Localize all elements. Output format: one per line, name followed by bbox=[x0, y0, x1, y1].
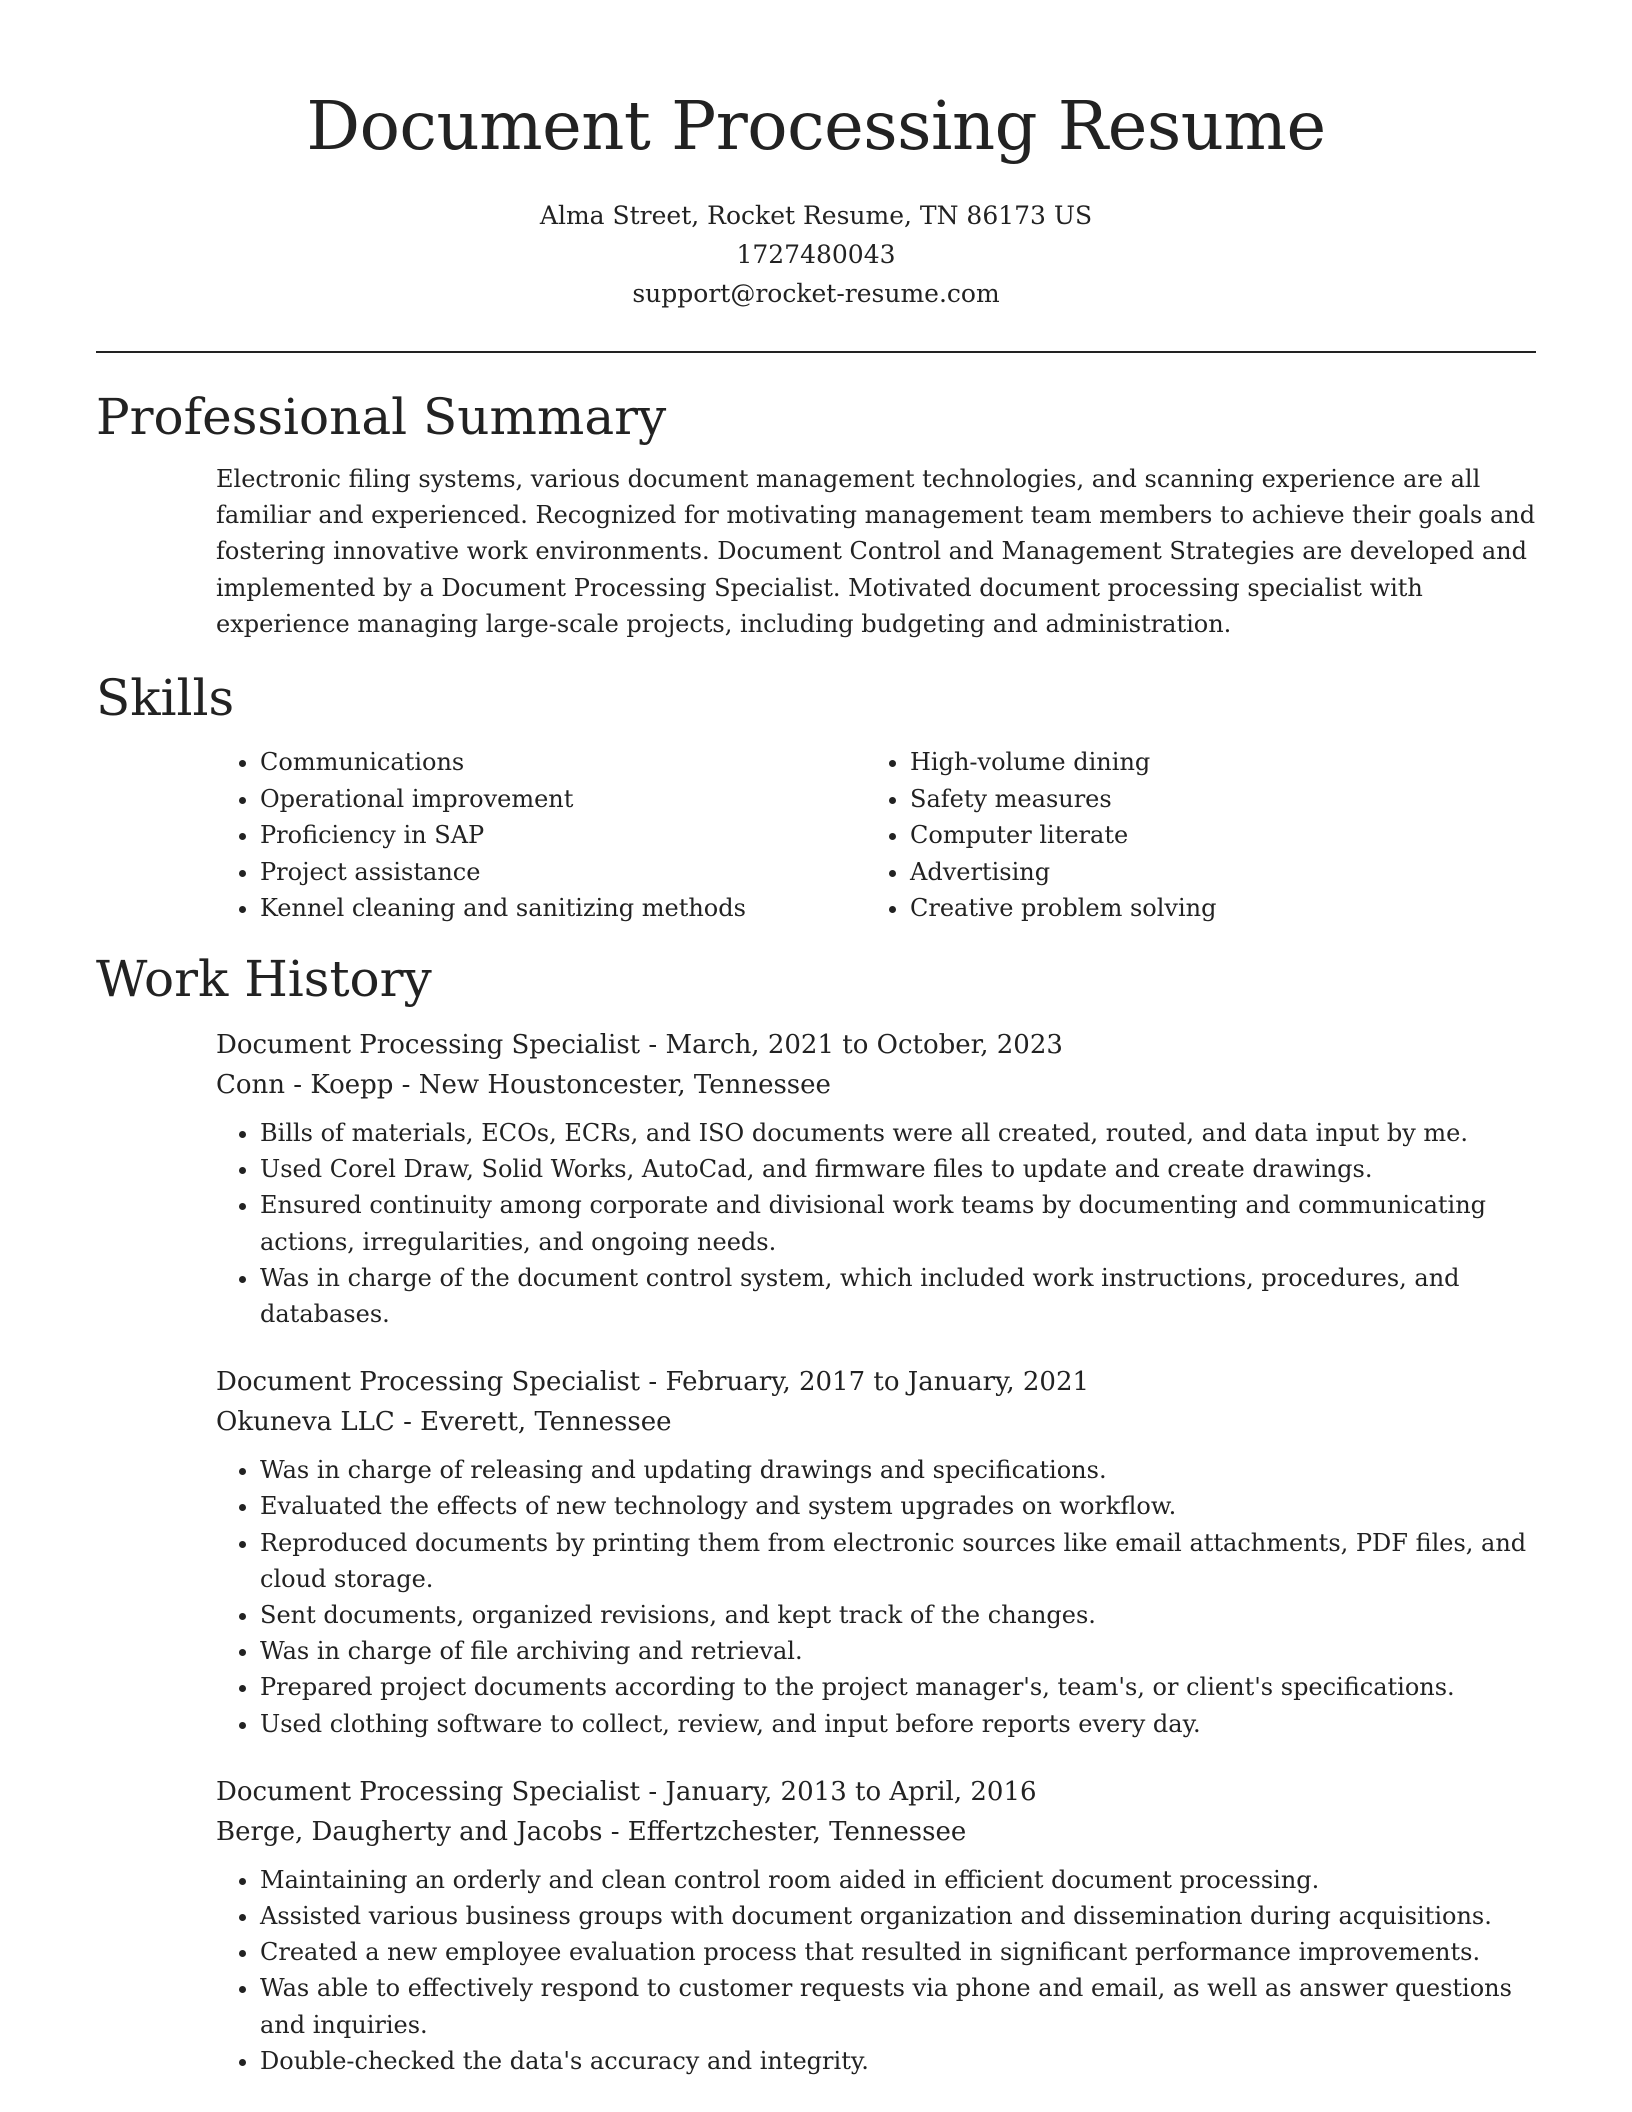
skill-item: • High-volume dining bbox=[910, 744, 1516, 781]
job-dates: March, 2021 to October, 2023 bbox=[665, 1029, 1063, 1060]
skills-column-left bbox=[216, 744, 866, 927]
contact-phone: 1727480043 bbox=[736, 240, 896, 269]
skill-item: • Communications bbox=[260, 744, 866, 781]
resume-header bbox=[96, 0, 1536, 313]
job-bullet-list bbox=[216, 1115, 1536, 1332]
resume-name: Document Processing Resume bbox=[306, 87, 1326, 165]
job-company-line: Berge, Daugherty and Jacobs - Effertzchester, Tennessee bbox=[216, 1816, 967, 1847]
job-company: Okuneva LLC bbox=[216, 1407, 395, 1438]
job-location: Effertzchester, Tennessee bbox=[627, 1816, 967, 1847]
contact-address: Alma Street, Rocket Resume, TN 86173 US bbox=[539, 201, 1093, 230]
job-bullet: • Used clothing software to collect, review, and input before reports every day. bbox=[260, 1706, 1536, 1742]
job-location: Everett, Tennessee bbox=[420, 1407, 672, 1438]
work-history-heading: Work History bbox=[96, 949, 432, 1008]
skill-item: • Operational improvement bbox=[260, 781, 866, 818]
job-bullet: • Prepared project documents according to the project manager's, team's, or client's specifications. bbox=[260, 1669, 1536, 1705]
skills-column-right bbox=[866, 744, 1516, 927]
skill-item: • Project assistance bbox=[260, 854, 866, 891]
job-location: New Houstoncester, Tennessee bbox=[418, 1069, 831, 1100]
work-history-section bbox=[96, 949, 1536, 2079]
job-bullet-list bbox=[216, 1862, 1536, 2079]
job-bullet: • Sent documents, organized revisions, and kept track of the changes. bbox=[260, 1597, 1536, 1633]
skills-section bbox=[96, 668, 1536, 927]
job-role: Document Processing Specialist bbox=[216, 1029, 641, 1060]
job-bullet: • Was in charge of releasing and updating drawings and specifications. bbox=[260, 1452, 1536, 1488]
summary-heading: Professional Summary bbox=[96, 388, 667, 446]
job-entry bbox=[216, 1025, 1536, 1332]
job-bullet: • Ensured continuity among corporate and divisional work teams by documenting and communicating actions, irregularities, and ongoing needs. bbox=[260, 1187, 1536, 1259]
job-bullet: • Was in charge of file archiving and retrieval. bbox=[260, 1633, 1536, 1669]
job-title-line: Document Processing Specialist - March, 2021 to October, 2023 bbox=[216, 1029, 1063, 1060]
job-entry bbox=[216, 1772, 1536, 2079]
job-bullet: • Double-checked the data's accuracy and integrity. bbox=[260, 2043, 1536, 2079]
job-bullet: • Bills of materials, ECOs, ECRs, and ISO documents were all created, routed, and data input by me. bbox=[260, 1115, 1536, 1151]
job-title-line: Document Processing Specialist - February, 2017 to January, 2021 bbox=[216, 1367, 1090, 1398]
skill-item: • Proficiency in SAP bbox=[260, 817, 866, 854]
skills-grid bbox=[216, 744, 1536, 927]
job-bullet-list bbox=[216, 1452, 1536, 1742]
job-bullet: • Reproduced documents by printing them from electronic sources like email attachments, PDF files, and cloud storage. bbox=[260, 1525, 1536, 1597]
job-bullet: • Assisted various business groups with document organization and dissemination during acquisitions. bbox=[260, 1898, 1536, 1934]
skill-item: • Advertising bbox=[910, 854, 1516, 891]
header-divider bbox=[96, 351, 1536, 353]
job-role: Document Processing Specialist bbox=[216, 1776, 641, 1807]
job-role: Document Processing Specialist bbox=[216, 1367, 641, 1398]
summary-text: Electronic filing systems, various document management technologies, and scanning experience are all familiar and experienced. Recognized for motivating management team members to achieve their goals and fostering innovative work environments. Document Control and Management Strategies are developed and implemented by a Document Processing Specialist. Motivated document processing specialist with experience managing large-scale projects, including budgeting and administration. bbox=[216, 465, 1536, 638]
job-company-line: Okuneva LLC - Everett, Tennessee bbox=[216, 1407, 672, 1438]
job-company: Berge, Daugherty and Jacobs bbox=[216, 1816, 603, 1847]
skill-item: • Creative problem solving bbox=[910, 890, 1516, 927]
job-company: Conn - Koepp bbox=[216, 1069, 394, 1100]
job-dates: January, 2013 to April, 2016 bbox=[665, 1776, 1037, 1807]
job-bullet: • Maintaining an orderly and clean control room aided in efficient document processing. bbox=[260, 1862, 1536, 1898]
job-bullet: • Used Corel Draw, Solid Works, AutoCad, and firmware files to update and create drawings. bbox=[260, 1151, 1536, 1187]
contact-email: support@rocket-resume.com bbox=[632, 279, 1000, 308]
summary-section bbox=[96, 387, 1536, 642]
skill-item: • Kennel cleaning and sanitizing methods bbox=[260, 890, 866, 927]
job-entry bbox=[216, 1362, 1536, 1742]
job-dates: February, 2017 to January, 2021 bbox=[665, 1367, 1090, 1398]
job-title-line: Document Processing Specialist - January, 2013 to April, 2016 bbox=[216, 1776, 1037, 1807]
skill-item: • Safety measures bbox=[910, 781, 1516, 818]
skills-heading: Skills bbox=[96, 669, 235, 728]
job-bullet: • Was in charge of the document control system, which included work instructions, procedures, and databases. bbox=[260, 1260, 1536, 1332]
job-company-line: Conn - Koepp - New Houstoncester, Tennessee bbox=[216, 1069, 831, 1100]
job-bullet: • Was able to effectively respond to customer requests via phone and email, as well as answer questions and inquiries. bbox=[260, 1970, 1536, 2042]
job-bullet: • Evaluated the effects of new technology and system upgrades on workflow. bbox=[260, 1488, 1536, 1524]
job-bullet: • Created a new employee evaluation process that resulted in significant performance improvements. bbox=[260, 1934, 1536, 1970]
skill-item: • Computer literate bbox=[910, 817, 1516, 854]
